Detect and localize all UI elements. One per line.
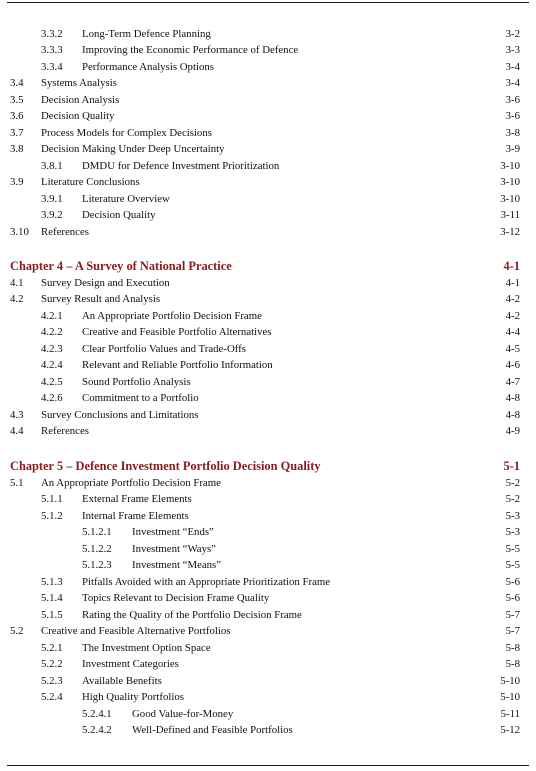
toc-entry (0, 374, 536, 390)
section-number: 5.1.2.1 (82, 526, 112, 538)
page-number: 5-5 (505, 543, 520, 555)
page-number: 5-5 (505, 559, 520, 571)
section-number: 5.1.2.3 (82, 559, 112, 571)
section-title: Internal Frame Elements (82, 510, 189, 522)
section-title: Decision Analysis (41, 94, 120, 106)
page-number: 5-1 (503, 459, 520, 473)
page-number: 4-8 (505, 392, 520, 404)
toc-entry (0, 308, 536, 324)
toc-entry (0, 174, 536, 190)
section-number: 4.3 (10, 409, 24, 421)
section-number: 5.2.2 (41, 658, 63, 670)
section-number: 5.2.4.1 (82, 708, 112, 720)
page-number: 4-5 (505, 343, 520, 355)
page-number: 3-6 (505, 94, 520, 106)
section-number: 5.1 (10, 477, 24, 489)
section-title: References (41, 226, 89, 238)
section-number: 3.5 (10, 94, 24, 106)
section-number: 4.2.6 (41, 392, 63, 404)
toc-entry (0, 92, 536, 108)
page-number: 5-10 (500, 691, 520, 703)
section-number: 4.2.2 (41, 326, 63, 338)
section-title: Pitfalls Avoided with an Appropriate Prioritization Frame (82, 576, 331, 588)
section-number: 3.6 (10, 110, 24, 122)
section-title: Topics Relevant to Decision Frame Quality (82, 592, 270, 604)
toc-entry (0, 541, 536, 557)
toc-entry (0, 291, 536, 307)
page-number: 5-11 (500, 708, 520, 720)
page-number: 4-2 (505, 310, 520, 322)
section-title: Creative and Feasible Portfolio Alternatives (82, 326, 272, 338)
chapter-heading (0, 257, 536, 275)
toc-entry (0, 158, 536, 174)
section-title: Clear Portfolio Values and Trade-Offs (82, 343, 246, 355)
page-number: 3-10 (500, 160, 520, 172)
section-number: 3.9 (10, 176, 24, 188)
section-number: 5.1.2 (41, 510, 63, 522)
page-number: 3-8 (505, 127, 520, 139)
section-number: 5.1.4 (41, 592, 63, 604)
toc-entry (0, 656, 536, 672)
section-title: An Appropriate Portfolio Decision Frame (41, 477, 221, 489)
section-title: Performance Analysis Options (82, 61, 214, 73)
section-title: Well-Defined and Feasible Portfolios (132, 724, 293, 736)
section-title: Decision Quality (82, 209, 156, 221)
section-title: Good Value-for-Money (132, 708, 234, 720)
section-number: 5.1.2.2 (82, 543, 112, 555)
toc-entry (0, 42, 536, 58)
page-number: 3-12 (500, 226, 520, 238)
page-number: 5-3 (505, 510, 520, 522)
section-title: Literature Overview (82, 193, 170, 205)
toc-entry (0, 574, 536, 590)
section-title: DMDU for Defence Investment Prioritization (82, 160, 280, 172)
toc-entry (0, 390, 536, 406)
page-number: 4-7 (505, 376, 520, 388)
section-number: 3.4 (10, 77, 24, 89)
section-number: 3.3.4 (41, 61, 63, 73)
section-title: The Investment Option Space (82, 642, 211, 654)
toc-entry (0, 108, 536, 124)
section-number: 3.10 (10, 226, 29, 238)
section-number: 4.2.4 (41, 359, 63, 371)
page-number: 3-2 (505, 28, 520, 40)
section-title: Decision Making Under Deep Uncertainty (41, 143, 225, 155)
toc-entry (0, 557, 536, 573)
section-number: 4.2.5 (41, 376, 63, 388)
page-number: 4-8 (505, 409, 520, 421)
section-title: Improving the Economic Performance of Defence (82, 44, 299, 56)
page-number: 5-7 (505, 609, 520, 621)
toc-entry (0, 689, 536, 705)
page-number: 5-8 (505, 658, 520, 670)
section-title: Relevant and Reliable Portfolio Information (82, 359, 273, 371)
page-number: 4-2 (505, 293, 520, 305)
section-number: 3.8 (10, 143, 24, 155)
page-number: 5-6 (505, 576, 520, 588)
toc-entry (0, 26, 536, 42)
page-number: 3-10 (500, 193, 520, 205)
section-number: 4.4 (10, 425, 24, 437)
toc-entry (0, 357, 536, 373)
page-number: 5-6 (505, 592, 520, 604)
toc-entry (0, 275, 536, 291)
page-number: 4-4 (505, 326, 520, 338)
toc-entry (0, 324, 536, 340)
section-title: Rating the Quality of the Portfolio Decision Frame (82, 609, 302, 621)
toc-entry (0, 524, 536, 540)
page-number: 4-1 (503, 259, 520, 273)
section-title: Investment “Means” (132, 559, 222, 571)
toc-entry (0, 640, 536, 656)
toc-entry (0, 673, 536, 689)
section-number: 3.7 (10, 127, 24, 139)
section-title: Process Models for Complex Decisions (41, 127, 212, 139)
section-number: 5.2.3 (41, 675, 63, 687)
chapter-title: Chapter 5 – Defence Investment Portfolio Decision Quality (10, 459, 321, 473)
section-number: 3.9.2 (41, 209, 63, 221)
section-number: 5.2.4 (41, 691, 63, 703)
page-number: 5-10 (500, 675, 520, 687)
page-number: 5-8 (505, 642, 520, 654)
page-number: 3-9 (505, 143, 520, 155)
toc-entry (0, 407, 536, 423)
page-number: 3-10 (500, 176, 520, 188)
toc-entry (0, 491, 536, 507)
section-number: 4.2 (10, 293, 24, 305)
toc-entry (0, 423, 536, 439)
section-title: Commitment to a Portfolio (82, 392, 199, 404)
section-number: 3.9.1 (41, 193, 63, 205)
section-number: 4.1 (10, 277, 24, 289)
section-title: Survey Conclusions and Limitations (41, 409, 199, 421)
section-title: Decision Quality (41, 110, 115, 122)
section-number: 5.1.3 (41, 576, 63, 588)
section-number: 5.1.5 (41, 609, 63, 621)
bottom-rule (7, 765, 529, 766)
section-title: Long-Term Defence Planning (82, 28, 211, 40)
section-title: Survey Design and Execution (41, 277, 170, 289)
section-title: Sound Portfolio Analysis (82, 376, 191, 388)
toc-entry (0, 706, 536, 722)
toc-entry (0, 722, 536, 738)
section-number: 5.2.1 (41, 642, 63, 654)
page-number: 5-2 (505, 477, 520, 489)
toc-entry (0, 59, 536, 75)
section-title: High Quality Portfolios (82, 691, 184, 703)
section-number: 3.8.1 (41, 160, 63, 172)
chapter-title: Chapter 4 – A Survey of National Practice (10, 259, 232, 273)
section-title: Investment “Ways” (132, 543, 216, 555)
page-number: 3-4 (505, 61, 520, 73)
page-number: 4-9 (505, 425, 520, 437)
toc-entry (0, 623, 536, 639)
section-title: Available Benefits (82, 675, 162, 687)
toc-entry (0, 141, 536, 157)
page-number: 5-7 (505, 625, 520, 637)
section-number: 4.2.3 (41, 343, 63, 355)
page-number: 3-6 (505, 110, 520, 122)
section-title: References (41, 425, 89, 437)
toc-entry (0, 224, 536, 240)
page-number: 4-1 (505, 277, 520, 289)
chapter-heading (0, 457, 536, 475)
page-number: 5-3 (505, 526, 520, 538)
toc-entry (0, 508, 536, 524)
section-number: 5.2 (10, 625, 24, 637)
section-number: 3.3.3 (41, 44, 63, 56)
page-number: 3-4 (505, 77, 520, 89)
page-number: 4-6 (505, 359, 520, 371)
section-title: External Frame Elements (82, 493, 192, 505)
toc-entry (0, 590, 536, 606)
toc-entry (0, 341, 536, 357)
toc-entry (0, 475, 536, 491)
section-number: 3.3.2 (41, 28, 63, 40)
toc-entry (0, 191, 536, 207)
section-title: Survey Result and Analysis (41, 293, 161, 305)
section-title: Literature Conclusions (41, 176, 140, 188)
section-number: 5.2.4.2 (82, 724, 112, 736)
toc-entry (0, 207, 536, 223)
toc-entry (0, 607, 536, 623)
page-number: 3-11 (500, 209, 520, 221)
section-number: 4.2.1 (41, 310, 63, 322)
toc-entry (0, 75, 536, 91)
section-number: 5.1.1 (41, 493, 63, 505)
section-title: Investment “Ends” (132, 526, 214, 538)
section-title: Creative and Feasible Alternative Portfolios (41, 625, 231, 637)
section-title: Investment Categories (82, 658, 179, 670)
page-number: 5-12 (500, 724, 520, 736)
section-title: An Appropriate Portfolio Decision Frame (82, 310, 262, 322)
page-number: 3-3 (505, 44, 520, 56)
page-number: 5-2 (505, 493, 520, 505)
toc-entry (0, 125, 536, 141)
section-title: Systems Analysis (41, 77, 117, 89)
